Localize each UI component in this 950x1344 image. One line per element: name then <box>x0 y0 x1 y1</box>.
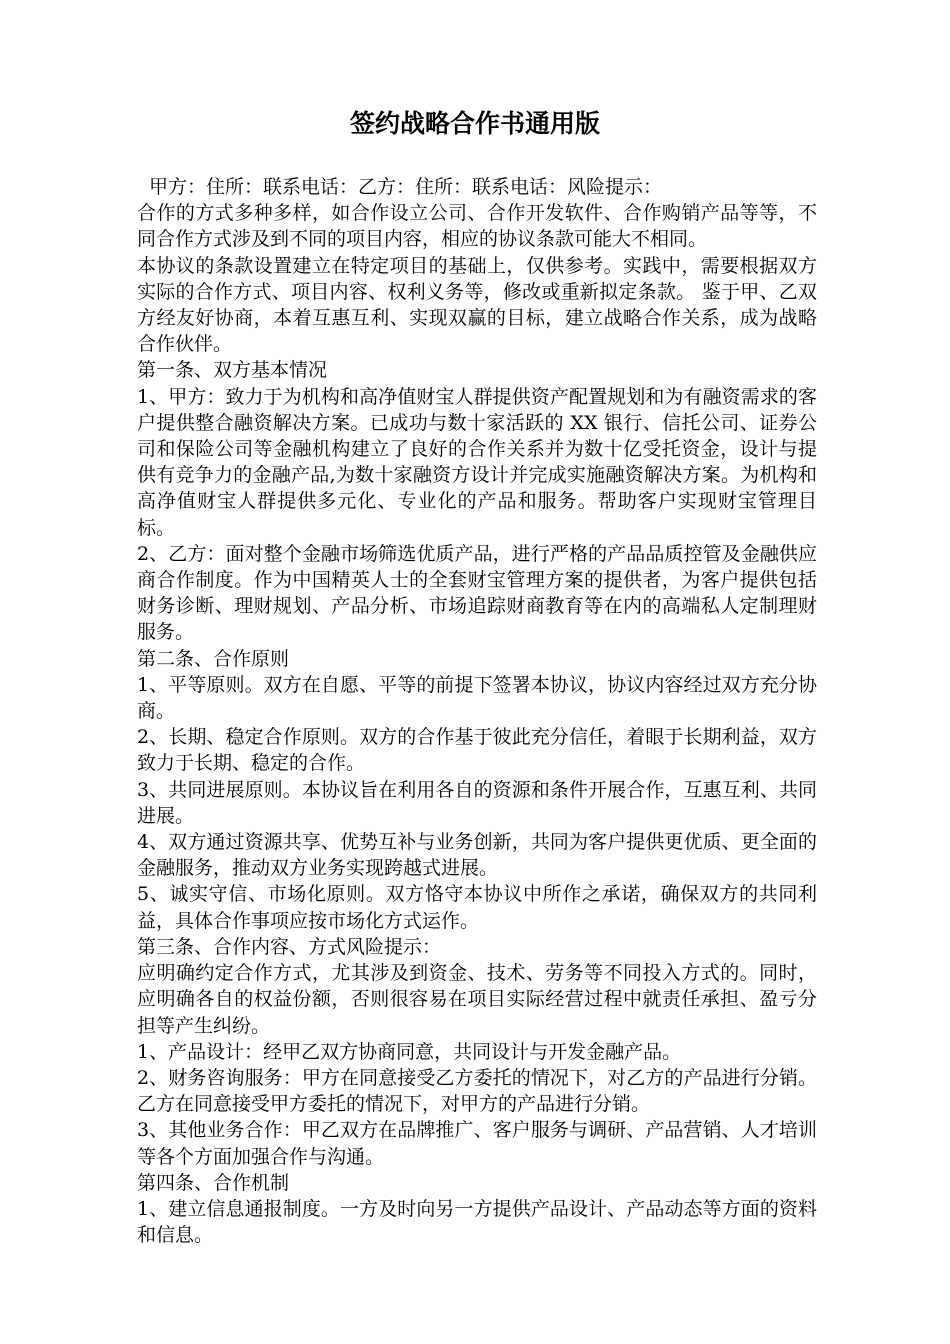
document-title: 签约战略合作书通用版 <box>349 109 600 138</box>
paragraph: 1、平等原则。双方在自愿、平等的前提下签署本协议，协议内容经过双方充分协商。 <box>137 673 817 723</box>
paragraph: 1、产品设计：经甲乙双方协商同意，共同设计与开发金融产品。 <box>137 1040 682 1063</box>
paragraph: 合作的方式多种多样，如合作设立公司、合作开发软件、合作购销产品等等，不同合作方式涉及到不同的项目内容，相应的协议条款可能大不相同。 <box>137 202 817 251</box>
paragraph: 1、甲方：致力于为机构和高净值财宝人群提供资产配置规划和为有融资需求的客户提供整合融资解决方案。已成功与数十家活跃的 XX 银行、信托公司、证券公司和保险公司等金融机构建立了良好的合作关系并为数十亿受托资金，设计与提供有竞争力的金融产品,为数十家融资方设计并完成实施融资解决方案。为机构和高净值财宝人群提供多元化、专业化的产品和服务。帮助客户实现财宝管理目标。 <box>137 385 817 539</box>
paragraph: 3、共同进展原则。本协议旨在利用各自的资源和条件开展合作，互惠互利、共同进展。 <box>137 778 817 827</box>
section-heading: 第二条、合作原则 <box>137 647 290 670</box>
parties-line: 甲方：住所：联系电话：乙方：住所：联系电话：风险提示： <box>149 176 663 198</box>
section-heading: 第三条、合作内容、方式风险提示： <box>137 935 442 958</box>
paragraph: 2、财务咨询服务：甲方在同意接受乙方委托的情况下，对乙方的产品进行分销。乙方在同意接受甲方委托的情况下，对甲方的产品进行分销。 <box>137 1066 817 1116</box>
paragraph: 3、其他业务合作：甲乙双方在品牌推广、客户服务与调研、产品营销、人才培训等各个方面加强合作与沟通。 <box>137 1119 817 1168</box>
paragraph: 本协议的条款设置建立在特定项目的基础上，仅供参考。实践中，需要根据双方实际的合作方式、项目内容、权利义务等，修改或重新拟定条款。 鉴于甲、乙双方经友好协商，本着互惠互利、实现双赢的目标，建立战略合作关系，成为战略合作伙伴。 <box>137 254 817 356</box>
section-heading: 第四条、合作机制 <box>137 1171 290 1194</box>
paragraph: 1、建立信息通报制度。一方及时向另一方提供产品设计、产品动态等方面的资料和信息。 <box>137 1197 817 1247</box>
document-body <box>137 174 817 1248</box>
paragraph: 4、双方通过资源共享、优势互补与业务创新，共同为客户提供更优质、更全面的金融服务，推动双方业务实现跨越式进展。 <box>137 831 817 880</box>
section-heading: 第一条、双方基本情况 <box>137 359 328 382</box>
paragraph: 2、乙方：面对整个金融市场筛选优质产品，进行严格的产品品质控管及金融供应商合作制度。作为中国精英人士的全套财宝管理方案的提供者，为客户提供包括财务诊断、理财规划、产品分析、市场追踪财商教育等在内的高端私人定制理财服务。 <box>137 542 817 644</box>
paragraph: 应明确约定合作方式，尤其涉及到资金、技术、劳务等不同投入方式的。同时，应明确各自的权益份额，否则很容易在项目实际经营过程中就责任承担、盈亏分担等产生纠纷。 <box>137 962 817 1037</box>
paragraph: 5、诚实守信、市场化原则。双方恪守本协议中所作之承诺，确保双方的共同利益，具体合作事项应按市场化方式运作。 <box>137 883 817 932</box>
paragraph: 2、长期、稳定合作原则。双方的合作基于彼此充分信任，着眼于长期利益，双方致力于长期、稳定的合作。 <box>137 726 817 775</box>
